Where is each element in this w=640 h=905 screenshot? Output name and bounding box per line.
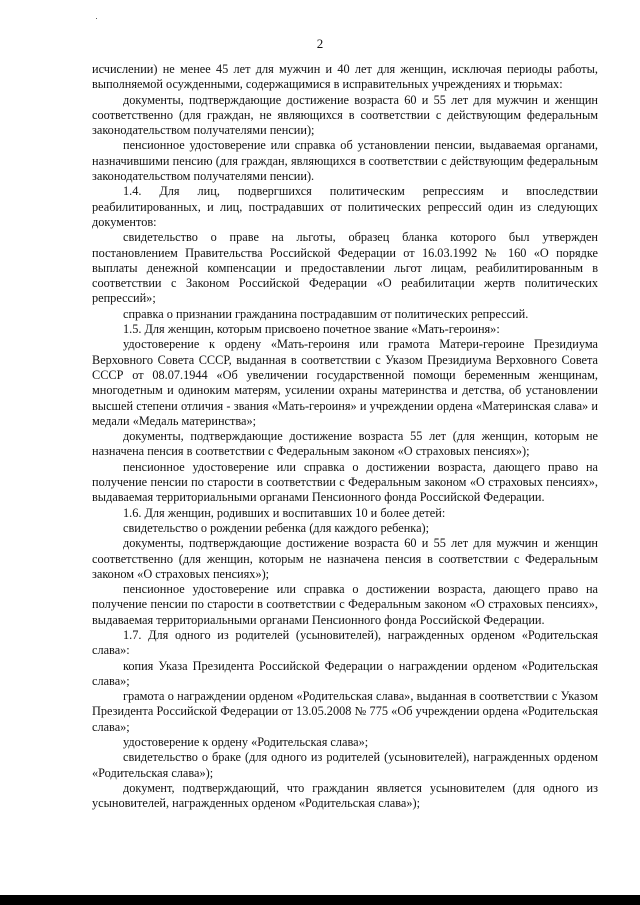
paragraph: пенсионное удостоверение или справка о достижении возраста, дающего право на получение пенсии по старости в соответствии с Федеральным законом «О страховых пенсиях», выдаваемая территориальными органами Пенсионного фонда Российской Федерации. [92, 459, 598, 505]
paragraph: справка о признании гражданина пострадавшим от политических репрессий. [123, 306, 529, 321]
paragraph: грамота о награждении орденом «Родительская слава», выданная в соответствии с Указом Президента Российской Федерации от 13.05.2008 № 775 «Об учреждении ордена «Родительская слава»; [92, 689, 598, 734]
paragraph: удостоверение к ордену «Мать-героиня или грамота Матери-героине Президиума Верховного Совета СССР, выданная в соответствии с Указом Президиума Верховного Совета СССР от 08.07.1944 «Об увеличении государственной помощи беременным женщинам, многодетным и одиноким матерям, усилении охраны материнства и детства, об установлении высшей степени отличия - звания «Мать-героиня» и учреждении ордена «Материнская слава» и медали «Медаль материнства»; [92, 337, 598, 428]
paragraph: копия Указа Президента Российской Федерации о награждении орденом «Родительская слава»; [92, 658, 598, 688]
paragraph: удостоверение к ордену «Родительская слава»; [123, 735, 369, 750]
section-heading-1-7: 1.7. Для одного из родителей (усыновителей), награжденных орденом «Родительская слава»: [92, 627, 598, 658]
paragraph: документы, подтверждающие достижение возраста 55 лет (для женщин, которым не назначена пенсия в соответствии с Федеральным законом «О страховых пенсиях»); [92, 429, 598, 459]
paragraph: документы, подтверждающие достижение возраста 60 и 55 лет для мужчин и женщин соответственно (для граждан, не являющихся в соответствии с действующим федеральным законодательством получателями пенсии); [92, 92, 598, 138]
paragraph: свидетельство о рождении ребенка (для каждого ребенка); [123, 520, 430, 535]
scan-mark [96, 18, 97, 19]
paragraph: пенсионное удостоверение или справка о достижении возраста, дающего право на получение пенсии по старости в соответствии с Федеральным законом «О страховых пенсиях», выдаваемая территориальными органами Пенсионного фонда Российской Федерации. [92, 582, 598, 627]
section-heading-1-5: 1.5. Для женщин, которым присвоено почетное звание «Мать-героиня»: [123, 322, 500, 337]
section-heading-1-4: 1.4. Для лиц, подвергшихся политическим репрессиям и впоследствии реабилитированных, и лиц, пострадавших от политических репрессий один из следующих документов: [92, 184, 598, 229]
paragraph: свидетельство о праве на льготы, образец бланка которого был утвержден постановлением Правительства Российской Федерации от 16.03.1992 № 160 «О порядке выплаты денежной компенсации и предоставлении льгот лицам, реабилитированным в соответствии с Законом Российской Федерации «О реабилитации жертв политических репрессий»; [92, 230, 598, 306]
paragraph: документы, подтверждающие достижение возраста 60 и 55 лет для мужчин и женщин соответственно (для женщин, которым не назначена пенсия в соответствии с Федеральным законом «О страховых пенсиях»); [92, 536, 598, 581]
document-body [92, 62, 598, 812]
paragraph: свидетельство о браке (для одного из родителей (усыновителей), награжденных орденом «Родительская слава»); [92, 750, 598, 780]
page-number: 2 [316, 36, 324, 51]
section-heading-1-6: 1.6. Для женщин, родивших и воспитавших 10 и более детей: [123, 505, 446, 520]
paragraph: исчислении) не менее 45 лет для мужчин и 40 лет для женщин, исключая периоды работы, выполняемой осужденными, содержащимися в исправительных учреждениях и тюрьмах: [92, 62, 598, 92]
paragraph: документ, подтверждающий, что гражданин является усыновителем (для одного из усыновителей, награжденных орденом «Родительская слава»); [92, 780, 598, 811]
paragraph: пенсионное удостоверение или справка об установлении пенсии, выдаваемая органами, назначившими пенсию (для граждан, являющихся в соответствии с действующим федеральным законодательством получателями пенсии). [92, 138, 598, 184]
scan-bottom-edge [0, 895, 640, 905]
